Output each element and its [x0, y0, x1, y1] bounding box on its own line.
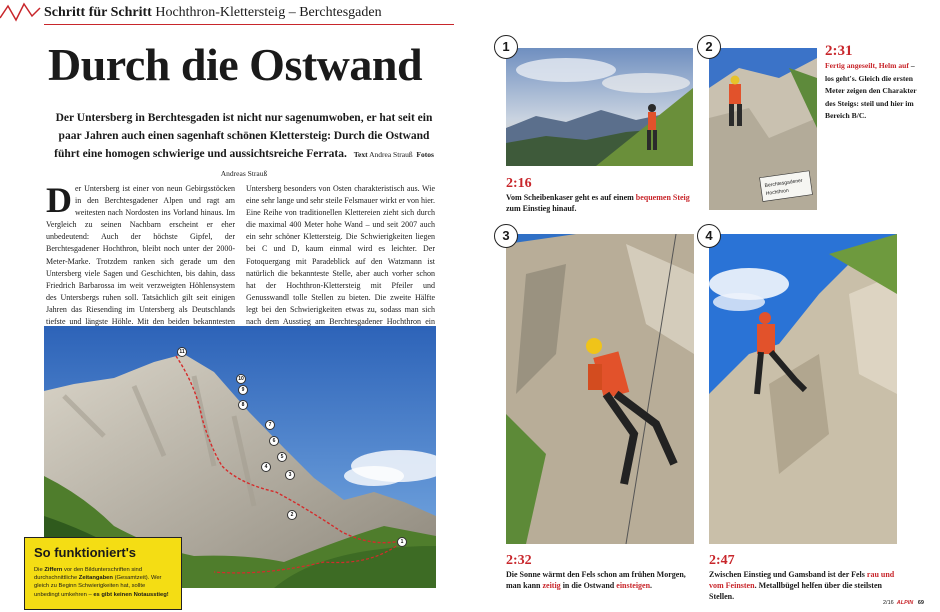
- route-name: Hochthron-Klettersteig – Berchtesgaden: [155, 5, 382, 20]
- step-4-photo: [709, 234, 897, 544]
- route-marker: 7: [265, 420, 275, 430]
- step-4-time: 2:47: [709, 553, 735, 568]
- route-marker: 1: [397, 537, 407, 547]
- section-kicker: Schritt für Schritt: [44, 5, 152, 20]
- step-number-1: 1: [494, 35, 518, 59]
- step-3-time: 2:32: [506, 553, 532, 568]
- step-1-time: 2:16: [506, 176, 532, 191]
- route-marker: 10: [236, 374, 246, 384]
- step-3-caption: 2:32 Die Sonne wärmt den Fels schon am frühen Morgen, man kann zeitig in die Ostwand einsteigen.: [506, 553, 701, 591]
- route-marker: 5: [277, 452, 287, 462]
- page-number: 69: [917, 600, 924, 606]
- info-box-title: So funktioniert's: [34, 545, 137, 560]
- step-number-2: 2: [697, 35, 721, 59]
- info-box-text: Die Ziffern vor den Bildunterschriften sind durchschnittliche Zeitangaben (Gesamtzeit). Wer gleich zu Beginn Schwierigkeiten hat, sollte unbedingt umkehren – es gibt keinen Notausstieg!: [34, 567, 169, 598]
- route-marker: 8: [238, 400, 248, 410]
- step-4-caption: 2:47 Zwischen Einstieg und Gamsband ist der Fels rau und vom Feinsten. Metallbügel helfen über die steilsten Stellen.: [709, 553, 909, 602]
- body-column-1: Der Untersberg ist einer von neun Gebirgsstöcken in den Berchtesgadener Alpen und ragt am weitesten nach Nordosten ins Vorland hinaus. Im Vergleich zu seinen Nachbarn erscheint er eher unbedeutend: Auch der höchste Gipfel, der Berchtesgadener Hochthron, bleibt noch unter der 2000-Meter-Marke. Trotzdem ranken sich gerade um den Untersberg viele Sagen und Geschichten, bis dahin, dass Friedrich Barbarossa im weit verzweigten Höhlensystem des Untersbergs ruhen soll. Tatsächlich gilt seit einigen Jahren das Riesending im Untersberg als Deutschlands tiefste und längste Höhle. Mit den beiden bekanntesten: [46, 180, 235, 327]
- step-2-caption: 2:31 Fertig angeseilt, Helm auf – los geht's. Gleich die ersten Meter zeigen den Charakter des Steigs: steil und hier im Bereich B/C.: [825, 42, 925, 123]
- page-folio: 2/16 ALPIN 69: [883, 600, 924, 606]
- info-box: [24, 537, 182, 610]
- route-marker: 2: [287, 510, 297, 520]
- step-1-photo: [506, 48, 693, 166]
- step-number-4: 4: [697, 224, 721, 248]
- route-marker: 6: [269, 436, 279, 446]
- route-marker: 9: [238, 385, 248, 395]
- body-column-2: Untersberg besonders von Osten charakteristisch aus. Wie eine sehr lange und sehr steile Felsmauer wirkt er von hier. Eine Reihe von traditionellen Klettereien zieht sich durch die maximal 400 Meter hohe Wand – und seit 2007 auch ein sehr schöner Klettersteig. Die Schwierigkeiten liegen bei C und D, kaum einmal wird es leichter. Der Fotoquergang mit Paradeblick auf den Watzmann ist natürlich die bekannteste Stelle, aber auch vorher schon hat der Hochthron-Klettersteig mit Pfeiler und Genusswandl tolle Stellen zu bieten. Die zweite Hälfte legt bei den Schwierigkeiten etwas zu, sodass man sich nach dem Ausstieg am Berchtesgadener Hochthron ein: [246, 183, 435, 352]
- step-2-photo: [709, 48, 817, 210]
- route-marker: 4: [261, 462, 271, 472]
- lead-text: Der Untersberg in Berchtesgaden ist nicht nur sagenumwoben, er hat seit ein paar Jahren auch einen sagenhaft schönen Klettersteig: Durch die Ostwand führt eine homogen schwierige und aussichtsreiche Ferrata.: [54, 112, 433, 160]
- drop-cap: D: [46, 180, 72, 220]
- magazine-brand: ALPIN: [896, 600, 914, 606]
- svg-text:Berchtesgadener: Berchtesgadener: [764, 177, 803, 190]
- article-lead: [50, 109, 438, 183]
- article-headline: Durch die Ostwand: [48, 39, 423, 90]
- header-rule: [44, 24, 454, 25]
- step-number-3: 3: [494, 224, 518, 248]
- article-credits: Text Andrea Strauß Fotos Andreas Strauß: [220, 150, 434, 178]
- step-3-photo: [506, 234, 694, 544]
- zigzag-mark: [0, 0, 44, 26]
- section-header: [44, 5, 382, 21]
- route-marker: 11: [177, 347, 187, 357]
- route-marker: 3: [285, 470, 295, 480]
- step-1-caption: 2:16 Vom Scheibenkaser geht es auf einem bequemen Steig zum Einstieg hinauf.: [506, 176, 694, 214]
- svg-text:Hochthron: Hochthron: [765, 187, 790, 197]
- step-2-time: 2:31: [825, 43, 853, 59]
